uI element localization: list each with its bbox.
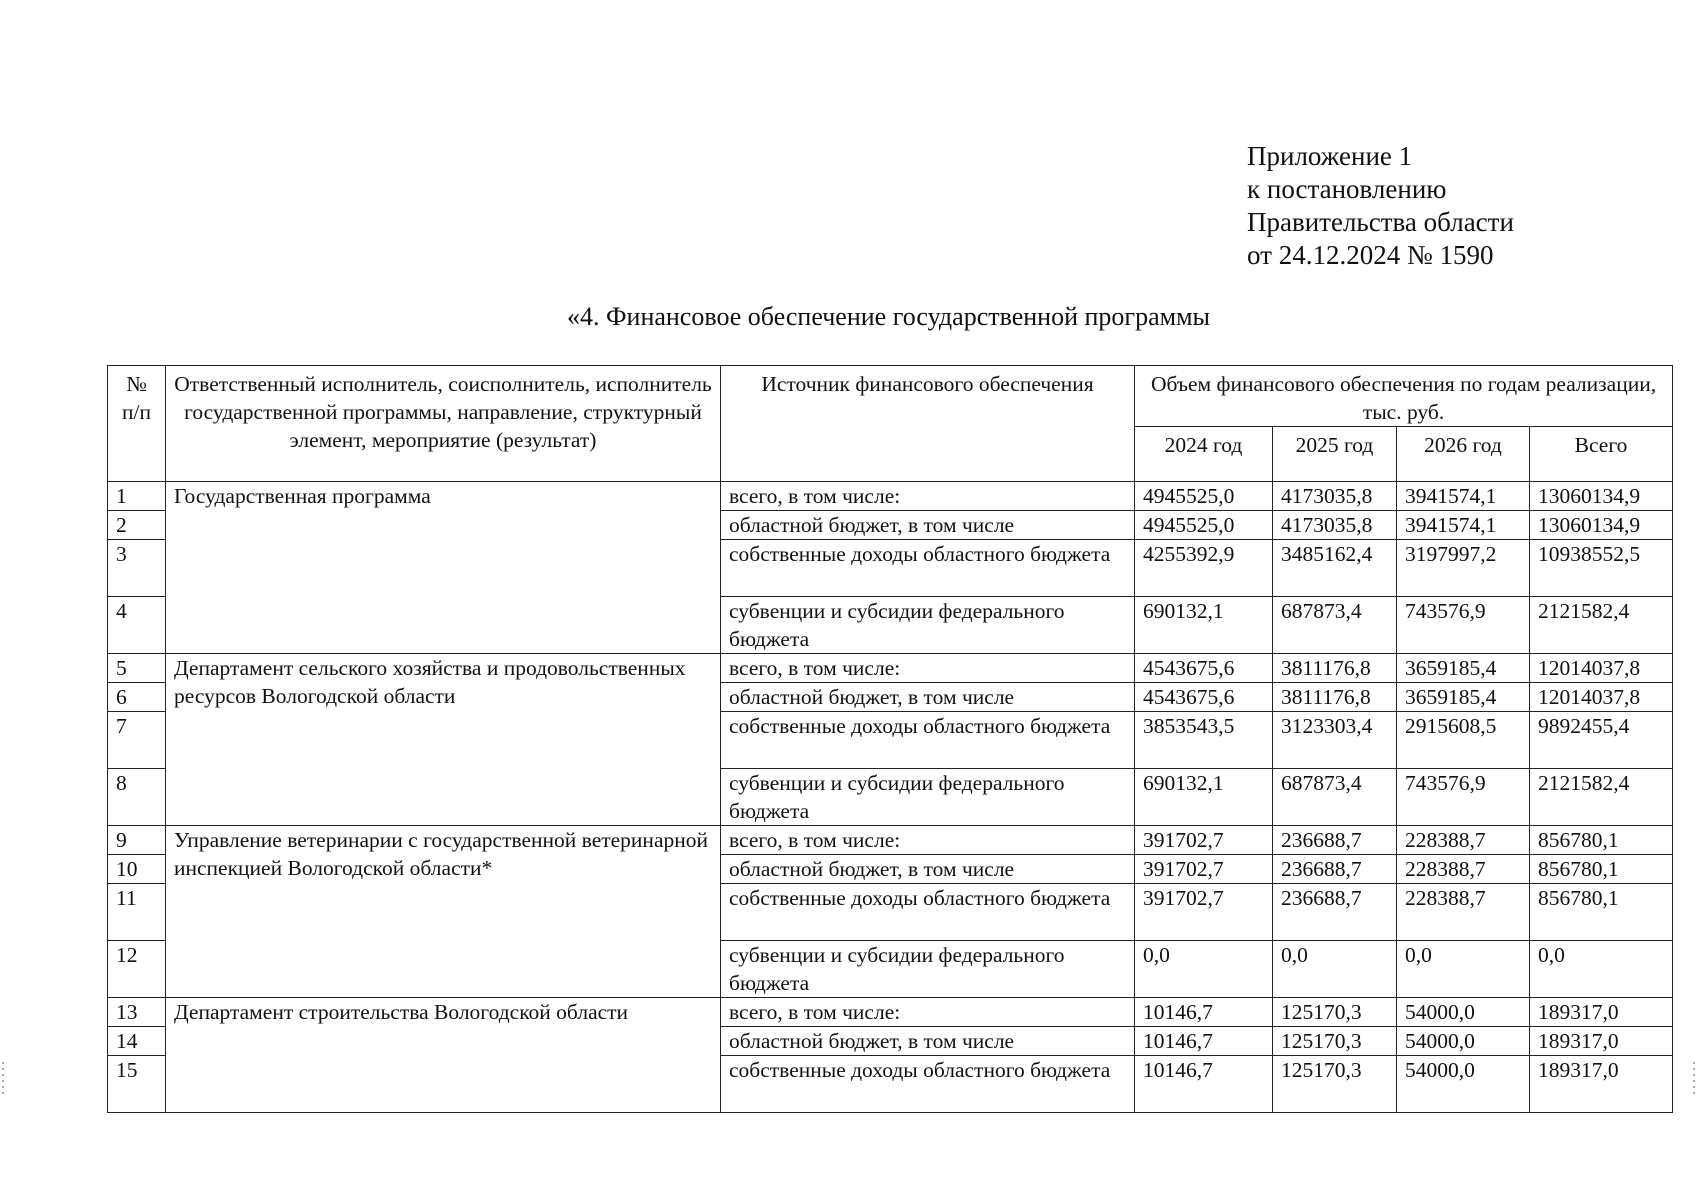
row-number: 10 xyxy=(108,855,166,884)
row-number: 14 xyxy=(108,1027,166,1056)
source-cell: собственные доходы областного бюджета xyxy=(721,884,1135,941)
value-total: 13060134,9 xyxy=(1530,482,1673,511)
source-cell: всего, в том числе: xyxy=(721,482,1135,511)
value-total: 856780,1 xyxy=(1530,855,1673,884)
value-2025: 125170,3 xyxy=(1273,1056,1397,1113)
source-cell: собственные доходы областного бюджета xyxy=(721,1056,1135,1113)
value-2024: 391702,7 xyxy=(1135,855,1273,884)
value-2026: 3941574,1 xyxy=(1397,482,1530,511)
annex-line-3: Правительства области xyxy=(1247,207,1514,237)
row-number: 11 xyxy=(108,884,166,941)
value-2024: 690132,1 xyxy=(1135,769,1273,826)
value-2026: 743576,9 xyxy=(1397,597,1530,654)
value-2026: 228388,7 xyxy=(1397,826,1530,855)
table-row xyxy=(108,482,1673,511)
value-2025: 125170,3 xyxy=(1273,1027,1397,1056)
value-2026: 54000,0 xyxy=(1397,1027,1530,1056)
row-number: 7 xyxy=(108,712,166,769)
responsible-cell: Департамент строительства Вологодской области xyxy=(166,998,721,1113)
row-number: 2 xyxy=(108,511,166,540)
value-total: 12014037,8 xyxy=(1530,654,1673,683)
row-number: 3 xyxy=(108,540,166,597)
value-2025: 236688,7 xyxy=(1273,855,1397,884)
value-total: 0,0 xyxy=(1530,941,1673,998)
source-cell: областной бюджет, в том числе xyxy=(721,683,1135,712)
value-2025: 236688,7 xyxy=(1273,884,1397,941)
row-number: 5 xyxy=(108,654,166,683)
value-2026: 3197997,2 xyxy=(1397,540,1530,597)
value-2026: 0,0 xyxy=(1397,941,1530,998)
value-2026: 3941574,1 xyxy=(1397,511,1530,540)
header-2026: 2026 год xyxy=(1397,427,1530,482)
source-cell: всего, в том числе: xyxy=(721,654,1135,683)
value-total: 856780,1 xyxy=(1530,884,1673,941)
row-number: 6 xyxy=(108,683,166,712)
value-total: 2121582,4 xyxy=(1530,769,1673,826)
source-cell: собственные доходы областного бюджета xyxy=(721,540,1135,597)
source-cell: собственные доходы областного бюджета xyxy=(721,712,1135,769)
table-row xyxy=(108,826,1673,855)
row-number: 12 xyxy=(108,941,166,998)
row-number: 4 xyxy=(108,597,166,654)
table-row xyxy=(108,998,1673,1027)
header-source: Источник финансового обеспечения xyxy=(721,366,1135,482)
value-2024: 0,0 xyxy=(1135,941,1273,998)
annex-line-2: к постановлению xyxy=(1247,174,1447,204)
value-2025: 236688,7 xyxy=(1273,826,1397,855)
value-2024: 4543675,6 xyxy=(1135,654,1273,683)
source-cell: областной бюджет, в том числе xyxy=(721,1027,1135,1056)
row-number: 9 xyxy=(108,826,166,855)
value-total: 189317,0 xyxy=(1530,1027,1673,1056)
value-2025: 0,0 xyxy=(1273,941,1397,998)
header-2025: 2025 год xyxy=(1273,427,1397,482)
annex-block xyxy=(1247,140,1514,272)
value-total: 189317,0 xyxy=(1530,1056,1673,1113)
left-margin-mark xyxy=(2,1062,4,1098)
value-2024: 690132,1 xyxy=(1135,597,1273,654)
value-2026: 228388,7 xyxy=(1397,855,1530,884)
value-2024: 391702,7 xyxy=(1135,826,1273,855)
responsible-cell: Департамент сельского хозяйства и продовольственных ресурсов Вологодской области xyxy=(166,654,721,826)
header-total: Всего xyxy=(1530,427,1673,482)
value-total: 10938552,5 xyxy=(1530,540,1673,597)
header-volume: Объем финансового обеспечения по годам реализации, тыс. руб. xyxy=(1135,366,1673,427)
value-2025: 3811176,8 xyxy=(1273,683,1397,712)
value-2024: 391702,7 xyxy=(1135,884,1273,941)
value-2024: 10146,7 xyxy=(1135,1027,1273,1056)
financing-table xyxy=(107,365,1673,1113)
value-2026: 3659185,4 xyxy=(1397,654,1530,683)
value-total: 9892455,4 xyxy=(1530,712,1673,769)
value-2025: 3123303,4 xyxy=(1273,712,1397,769)
value-2024: 4543675,6 xyxy=(1135,683,1273,712)
source-cell: областной бюджет, в том числе xyxy=(721,855,1135,884)
value-2024: 10146,7 xyxy=(1135,998,1273,1027)
value-2024: 4945525,0 xyxy=(1135,482,1273,511)
header-2024: 2024 год xyxy=(1135,427,1273,482)
row-number: 1 xyxy=(108,482,166,511)
value-2024: 4255392,9 xyxy=(1135,540,1273,597)
source-cell: субвенции и субсидии федерального бюджета xyxy=(721,597,1135,654)
value-2026: 54000,0 xyxy=(1397,1056,1530,1113)
document-title: «4. Финансовое обеспечение государственной программы xyxy=(566,302,1211,331)
value-2025: 3485162,4 xyxy=(1273,540,1397,597)
value-2025: 3811176,8 xyxy=(1273,654,1397,683)
value-2026: 3659185,4 xyxy=(1397,683,1530,712)
value-2025: 4173035,8 xyxy=(1273,511,1397,540)
responsible-cell: Государственная программа xyxy=(166,482,721,654)
value-2026: 54000,0 xyxy=(1397,998,1530,1027)
value-2025: 687873,4 xyxy=(1273,597,1397,654)
table-row xyxy=(108,654,1673,683)
value-2024: 10146,7 xyxy=(1135,1056,1273,1113)
row-number: 15 xyxy=(108,1056,166,1113)
value-total: 2121582,4 xyxy=(1530,597,1673,654)
annex-line-4: от 24.12.2024 № 1590 xyxy=(1247,240,1494,270)
value-2026: 2915608,5 xyxy=(1397,712,1530,769)
source-cell: областной бюджет, в том числе xyxy=(721,511,1135,540)
value-2026: 228388,7 xyxy=(1397,884,1530,941)
row-number: 13 xyxy=(108,998,166,1027)
header-responsible: Ответственный исполнитель, соисполнитель, исполнитель государственной программы, направление, структурный элемент, мероприятие (результат) xyxy=(166,366,721,482)
table-body xyxy=(108,482,1673,1113)
source-cell: субвенции и субсидии федерального бюджета xyxy=(721,769,1135,826)
value-2025: 4173035,8 xyxy=(1273,482,1397,511)
value-total: 13060134,9 xyxy=(1530,511,1673,540)
value-total: 12014037,8 xyxy=(1530,683,1673,712)
value-total: 189317,0 xyxy=(1530,998,1673,1027)
source-cell: субвенции и субсидии федерального бюджета xyxy=(721,941,1135,998)
annex-line-1: Приложение 1 xyxy=(1247,141,1413,171)
right-margin-mark xyxy=(1693,1062,1695,1098)
header-num: № п/п xyxy=(108,366,166,482)
source-cell: всего, в том числе: xyxy=(721,998,1135,1027)
value-2026: 743576,9 xyxy=(1397,769,1530,826)
row-number: 8 xyxy=(108,769,166,826)
value-2025: 125170,3 xyxy=(1273,998,1397,1027)
value-2024: 3853543,5 xyxy=(1135,712,1273,769)
value-2025: 687873,4 xyxy=(1273,769,1397,826)
responsible-cell: Управление ветеринарии с государственной ветеринарной инспекцией Вологодской области* xyxy=(166,826,721,998)
source-cell: всего, в том числе: xyxy=(721,826,1135,855)
value-2024: 4945525,0 xyxy=(1135,511,1273,540)
value-total: 856780,1 xyxy=(1530,826,1673,855)
